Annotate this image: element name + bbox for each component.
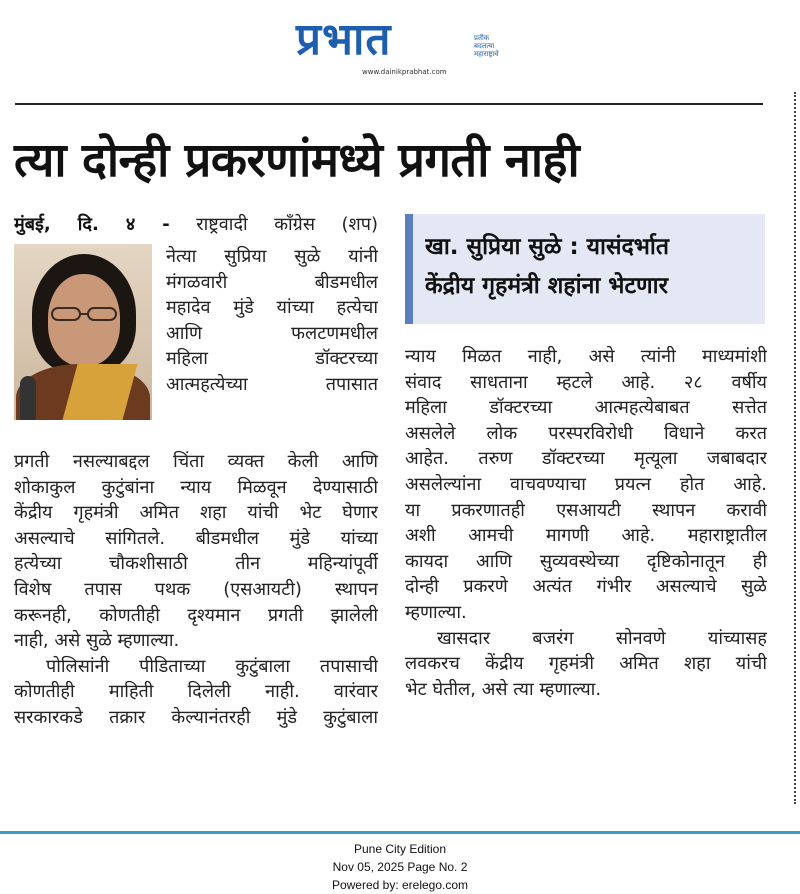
text-line: दोन्ही प्रकरणे अत्यंत गंभीर असल्याचे सुळे — [405, 576, 767, 598]
dateline: मुंबई, दि. ४ - — [14, 214, 170, 235]
column-dotted-border — [794, 92, 796, 804]
tagline-line: बदलत्या — [474, 42, 495, 50]
text-line: महादेव मुंडे यांच्या हत्येचा — [166, 297, 378, 319]
text-line: मंगळवारी बीडमधील — [166, 271, 378, 293]
text-line: पोलिसांनी पीडिताच्या कुटुंबाला तपासाची — [46, 655, 378, 677]
text-line: नाही, असे सुळे म्हणाल्या. — [14, 630, 180, 652]
text-line: आहेत. तरुण डॉक्टरच्या मृत्यूला जबाबदार — [405, 448, 767, 470]
text-line: आत्महत्येच्या तपासात — [166, 373, 378, 395]
callout-line: केंद्रीय गृहमंत्री शहांना भेटणार — [425, 273, 669, 299]
text-line: आणि फलटणमधील — [166, 322, 378, 344]
text-line: महिला डॉक्टरच्या — [166, 348, 378, 370]
text-line: सरकारकडे तक्रार केल्यानंतरही मुंडे कुटुंबाला — [14, 706, 378, 728]
article-right-column — [405, 344, 767, 702]
newspaper-logo[interactable] — [296, 14, 516, 78]
text-line: भेट घेतील, असे त्या म्हणाल्या. — [405, 678, 602, 700]
logo-text: प्रभात — [296, 14, 392, 65]
text-line: कोणतीही माहिती दिलेली नाही. वारंवार — [14, 681, 378, 703]
text-line: असल्याचे सांगितले. बीडमधील मुंडे यांच्या — [14, 527, 378, 549]
date-page-label: Nov 05, 2025 Page No. 2 — [332, 860, 468, 874]
masthead — [0, 0, 800, 104]
text-line: महिला डॉक्टरच्या आत्महत्येबाबत सत्तेत — [405, 397, 767, 419]
text-line: म्हणाल्या. — [405, 601, 467, 623]
text-line: नेत्या सुप्रिया सुळे यांनी — [166, 246, 378, 267]
edition-label: Pune City Edition — [353, 842, 447, 856]
tagline-line: महाराष्ट्राचे — [474, 50, 499, 58]
text-line: असलेल्यांना वाचवण्याचा प्रयत्न होत आहे. — [405, 473, 767, 495]
text-line: हत्येच्या चौकशीसाठी तीन महिन्यांपूर्वी — [14, 553, 378, 575]
header-divider — [15, 103, 763, 105]
intro-line — [14, 212, 378, 238]
text-line: अशी आमची मागणी आहे. महाराष्ट्रातील — [405, 525, 767, 547]
article-intro — [14, 212, 378, 238]
text-line: विशेष तपास पथक (एसआयटी) स्थापन — [14, 578, 378, 600]
text-line: शोकाकुल कुटुंबांना न्याय मिळवून देण्यासाठी — [14, 476, 378, 498]
website-url[interactable]: www.dainikprabhat.com — [362, 68, 447, 76]
text-line: केंद्रीय गृहमंत्री अमित शहा यांची भेट घेणार — [14, 502, 378, 524]
article-left-column — [14, 449, 378, 731]
text-line: करूनही, कोणतीही दृश्यमान प्रगती झालेली — [14, 604, 378, 626]
page-footer — [0, 840, 800, 894]
subheading-callout — [405, 214, 765, 324]
text-line: लवकरच केंद्रीय गृहमंत्री अमित शहा यांची — [405, 653, 767, 675]
callout-text — [425, 228, 759, 306]
text-line: खासदार बजरंग सोनवणे यांच्यासह — [437, 627, 767, 649]
text-line: या प्रकरणातही एसआयटी स्थापन करावी — [405, 499, 767, 521]
microphone-icon — [20, 376, 36, 420]
text-line: न्याय मिळत नाही, असे त्यांनी माध्यमांशी — [405, 346, 767, 367]
article-wrap-text — [166, 244, 378, 398]
tagline-line: प्रतीक — [474, 34, 490, 42]
article-headline: त्या दोन्ही प्रकरणांमध्ये प्रगती नाही — [14, 133, 580, 188]
callout-line: खा. सुप्रिया सुळे : यासंदर्भात — [425, 234, 669, 260]
text-line: असलेले लोक परस्परविरोधी विधाने करत — [405, 422, 767, 444]
intro-rest: राष्ट्रवादी काँग्रेस (शप) — [196, 214, 378, 235]
text-line: संवाद साधताना म्हटले आहे. २८ वर्षीय — [405, 371, 767, 393]
logo-tagline — [474, 34, 514, 58]
text-line: कायदा आणि सुव्यवस्थेच्या दृष्टिकोनातून ही — [405, 550, 767, 572]
powered-by-link[interactable]: Powered by: erelego.com — [331, 878, 469, 892]
photo-glasses — [50, 306, 118, 322]
reporter-photo — [14, 244, 152, 420]
text-line: प्रगती नसल्याबद्दल चिंता व्यक्त केली आणि — [14, 451, 378, 472]
footer-divider — [0, 831, 800, 834]
